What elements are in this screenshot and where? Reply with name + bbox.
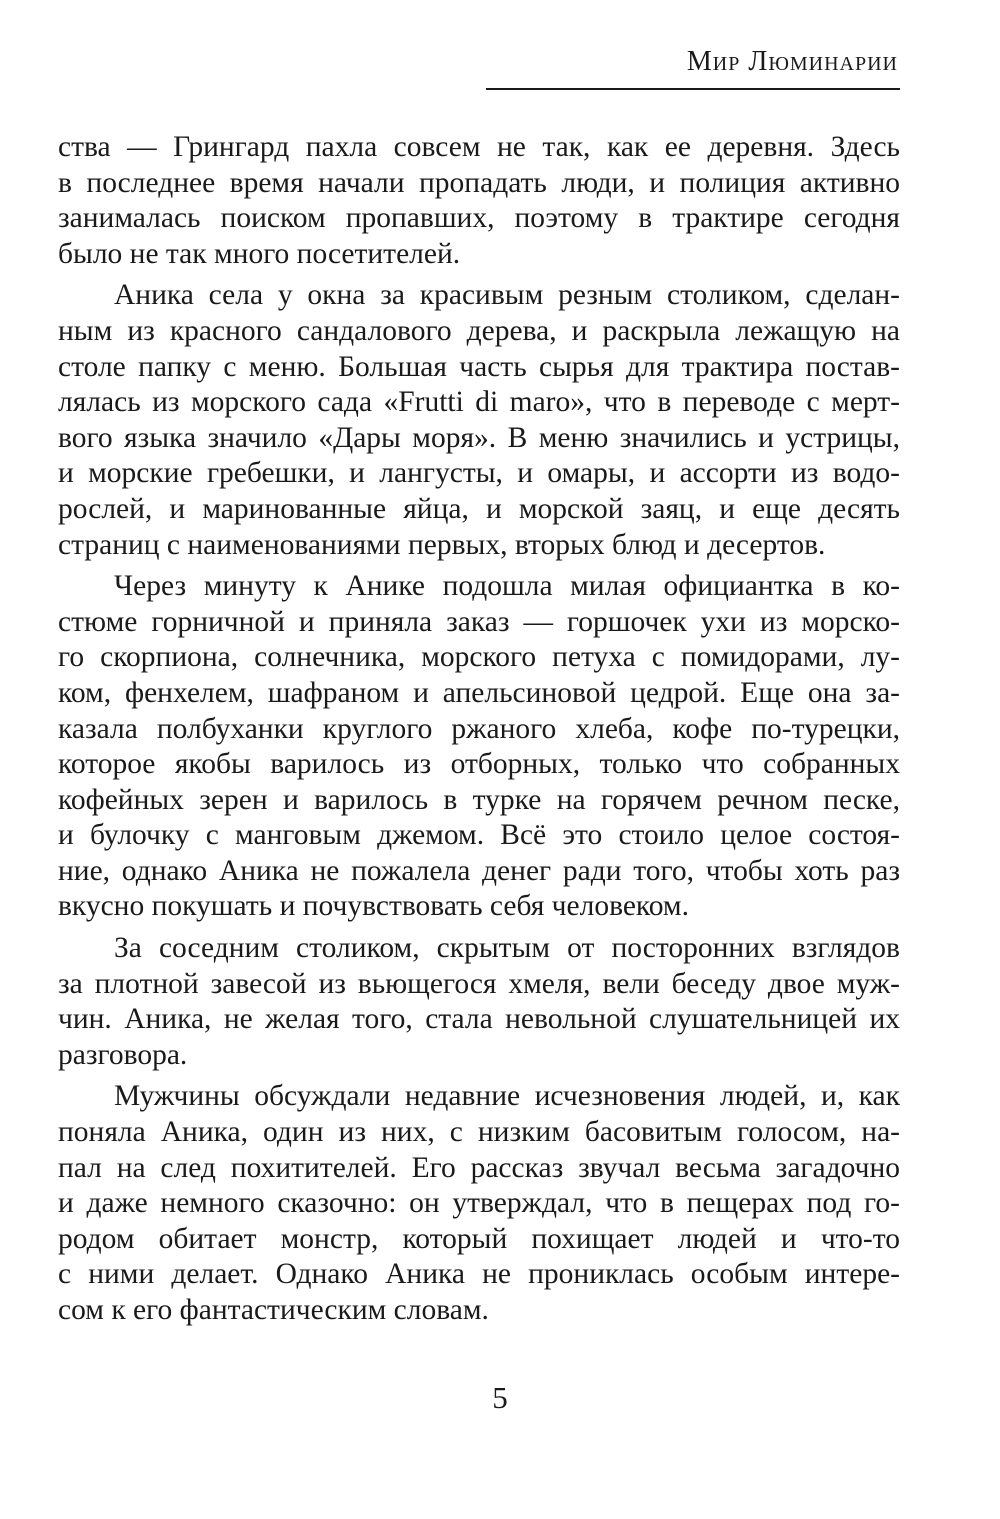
text-line: ства — Грингард пахла совсем не так, как ее деревня. Здесь	[58, 131, 900, 163]
text-line: вого языка значило «Дары моря». В меню значились и устрицы,	[58, 421, 900, 454]
text-line: лялась из морского сада «Frutti di maro», что в переводе с мерт-	[58, 386, 900, 419]
text-line: и даже немного сказочно: он утверждал, что в пещерах под го-	[58, 1187, 900, 1220]
running-title: Мир Люминарии	[686, 46, 898, 77]
text-line: и булочку с манговым джемом. Всё это стоило целое состоя-	[58, 819, 900, 852]
paragraph	[58, 931, 900, 1073]
paragraph	[58, 569, 900, 925]
text-line: столе папку с меню. Большая часть сырья для трактира постав-	[58, 350, 900, 383]
paragraph	[58, 1079, 900, 1328]
text-line: с ними делает. Однако Аника не прониклась особым интере-	[58, 1258, 900, 1291]
text-line: стюме горничной и приняла заказ — горшочек ухи из морско-	[58, 605, 900, 638]
text-line: поняла Аника, один из них, с низким басовитым голосом, на-	[58, 1116, 900, 1149]
text-line: страниц с наименованиями первых, вторых блюд и десертов.	[58, 528, 826, 561]
text-line: было не так много посетителей.	[58, 237, 461, 270]
text-line: ным из красного сандалового дерева, и раскрыла лежащую на	[58, 314, 900, 347]
text-line: кофейных зерен и варилось в турке на горячем речном песке,	[58, 783, 900, 816]
text-line: рослей, и маринованные яйца, и морской заяц, и еще десять	[58, 492, 900, 525]
text-line: сом к его фантастическим словам.	[58, 1294, 489, 1326]
text-line: Через минуту к Анике подошла милая официантка в ко-	[114, 570, 900, 603]
text-line: родом обитает монстр, который похищает людей и что-то	[58, 1222, 900, 1255]
text-line: и морские гребешки, и лангусты, и омары, и ассорти из водо-	[58, 457, 900, 490]
paragraph	[58, 130, 900, 272]
text-line: пал на след похитителей. Его рассказ звучал весьма загадочно	[58, 1151, 900, 1184]
text-line: Аника села у окна за красивым резным столиком, сделан-	[114, 279, 900, 312]
text-body	[58, 130, 900, 1329]
text-line: в последнее время начали пропадать люди, и полиция активно	[58, 166, 900, 199]
text-line: которое якобы варилось из отборных, только что собранных	[58, 748, 900, 781]
text-line: Мужчины обсуждали недавние исчезновения людей, и, как	[114, 1080, 900, 1113]
text-line: занималась поиском пропавших, поэтому в трактире сегодня	[58, 202, 900, 235]
text-line: казала полбуханки круглого ржаного хлеба, кофе по-турецки,	[58, 712, 900, 745]
page-number: 5	[492, 1380, 508, 1415]
text-line: го скорпиона, солнечника, морского петуха с помидорами, лу-	[58, 641, 900, 674]
text-line: ком, фенхелем, шафраном и апельсиновой цедрой. Еще она за-	[58, 676, 900, 709]
text-line: ние, однако Аника не пожалела денег ради того, чтобы хоть раз	[58, 854, 900, 887]
text-line: за плотной завесой из вьющегося хмеля, вели беседу двое муж-	[58, 967, 900, 1000]
text-line: вкусно покушать и почувствовать себя человеком.	[58, 890, 689, 923]
text-line: За соседним столиком, скрытым от посторонних взглядов	[114, 932, 900, 965]
text-line: чин. Аника, не желая того, стала невольной слушательницей их	[58, 1003, 900, 1036]
running-header	[486, 44, 900, 90]
paragraph	[58, 278, 900, 563]
text-line: разговора.	[58, 1038, 188, 1071]
